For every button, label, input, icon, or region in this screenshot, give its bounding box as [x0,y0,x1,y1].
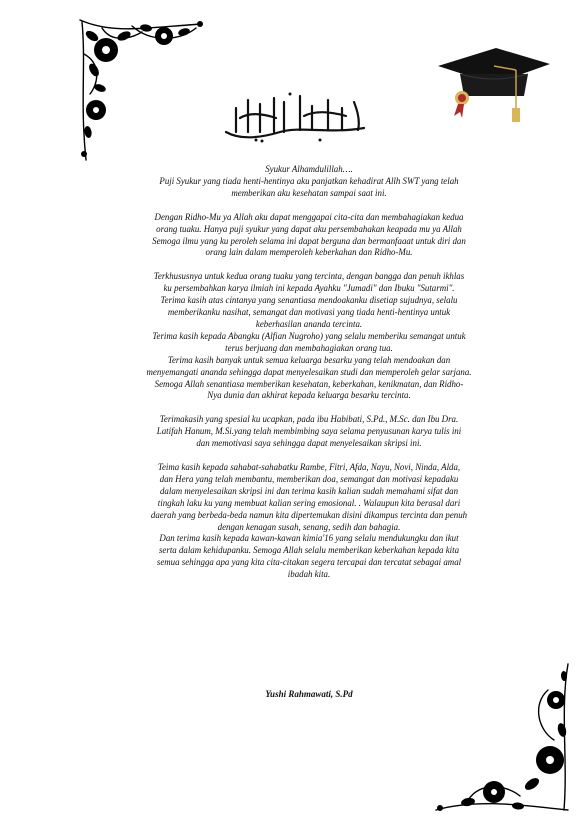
text-line: Terima kasih kepada Abangku (Alfian Nugroho) yang selalu memberiku semangat untuk [152,330,466,341]
text-line: Syukur Alhamdulillah…. [265,164,353,174]
text-line: Nya dunia dan akhirat kepada keluarga besarku tercinta. [207,390,411,401]
text-line: Dengan Ridho-Mu ya Allah aku dapat menggapai cita-cita dan membahagiakan kedua [154,211,464,222]
text-line: memberikan aku kesehatan sampai saat ini. [231,187,387,198]
text-line: ibadah kita. [287,569,331,580]
text-line: Semoga Allah senantiasa memberikan kesehatan, keberkahan, kenikmatan, dan Ridho- [154,378,464,389]
floral-flourish-top-left [72,14,212,164]
text-line: Latifah Hanum, M.Si.yang telah membimbing saya selama penyusunan karya tulis ini [156,426,462,437]
text-line: Puji Syukur yang tiada henti-hentinya aku panjatkan kehadirat Allh SWT yang telah [159,175,459,186]
text-line: terus berjuang dan membahagiakan orang tua. [225,342,393,353]
dedication-text [100,164,518,581]
text-line: semua sehingga apa yang kita cita-citakan segera tercapai dan tercatat sebagai amal [156,557,462,568]
text-line: dan memotivasi saya sehingga dapat menyelesaikan skripsi ini. [196,438,422,449]
graduation-cap-icon [432,40,552,126]
text-line: memberikanku nasihat, semangat dan motivasi yang tiada henti-hentinya untuk [167,307,451,318]
floral-flourish-bottom-right [428,660,576,816]
text-line: keberhasilan ananda tercinta. [255,318,363,329]
text-line: Terima kasih atas cintanya yang senantiasa mendoakanku disetiap sujudnya, selalu [160,295,458,306]
text-line: serta dalam kehidupanku. Semoga Allah selalu memberikan keberkahan kepada kita [158,545,460,556]
text-line: orang tuaku. Hanya puji syukur yang dapat aku persembahakan keapada mu ya Allah [156,223,462,234]
text-line: dan Hera yang telah membantu, memberikan doa, semangat dan motivasi kepadaku [159,473,459,484]
text-line: tingkah laku ku yang membuat kalian sering emosional. . Walaupun kita berasal dari [157,497,461,508]
text-line: Terkhususnya untuk kedua orang tuaku yang tercinta, dengan bangga dan penuh ikhlas [153,271,465,282]
text-line: Semoga ilmu yang ku peroleh selama ini dapat berguna dan bermanfaaat untuk diri dan [152,235,466,246]
bismillah-calligraphy [220,88,370,146]
text-line: dalam menyelesaikan skripsi ini dan terima kasih kalian sudah memahami sifat dan [159,485,459,496]
text-line: menyemangati ananda sehingga dapat menyelesaikan studi dan memperoleh gelar sarjana. [146,366,472,377]
text-line: daerah yang berbeda-beda namun kita dipertemukan disini dikampus tercinta dan penuh [150,509,468,520]
signature-name: Yushi Rahmawati, S.Pd [265,689,353,699]
text-line: orang lain dalam memperoleh keberkahan dan Ridho-Mu. [205,247,413,258]
text-line: dengan kenagan susah, senang, sedih dan bahagia. [217,521,401,532]
text-line: Terimakasih yang spesial ku ucapkan, pada ibu Habibati, S.Pd., M.Sc. dan Ibu Dra. [159,414,459,425]
text-line: Teima kasih kepada sahabat-sahabatku Rambe, Fitri, Afda, Nayu, Novi, Ninda, Alda, [157,462,461,473]
text-line: Terima kasih banyak untuk semua keluarga besarku yang telah mendoakan dan [167,354,451,365]
text-line: ku persembahkan karya ilmiah ini kepada Ayahku "Jumadi" dan Ibuku "Sutarmi". [163,283,455,294]
text-line: Dan terima kasih kepada kawan-kawan kimia'16 yang selalu mendukungku dan ikut [159,533,459,544]
